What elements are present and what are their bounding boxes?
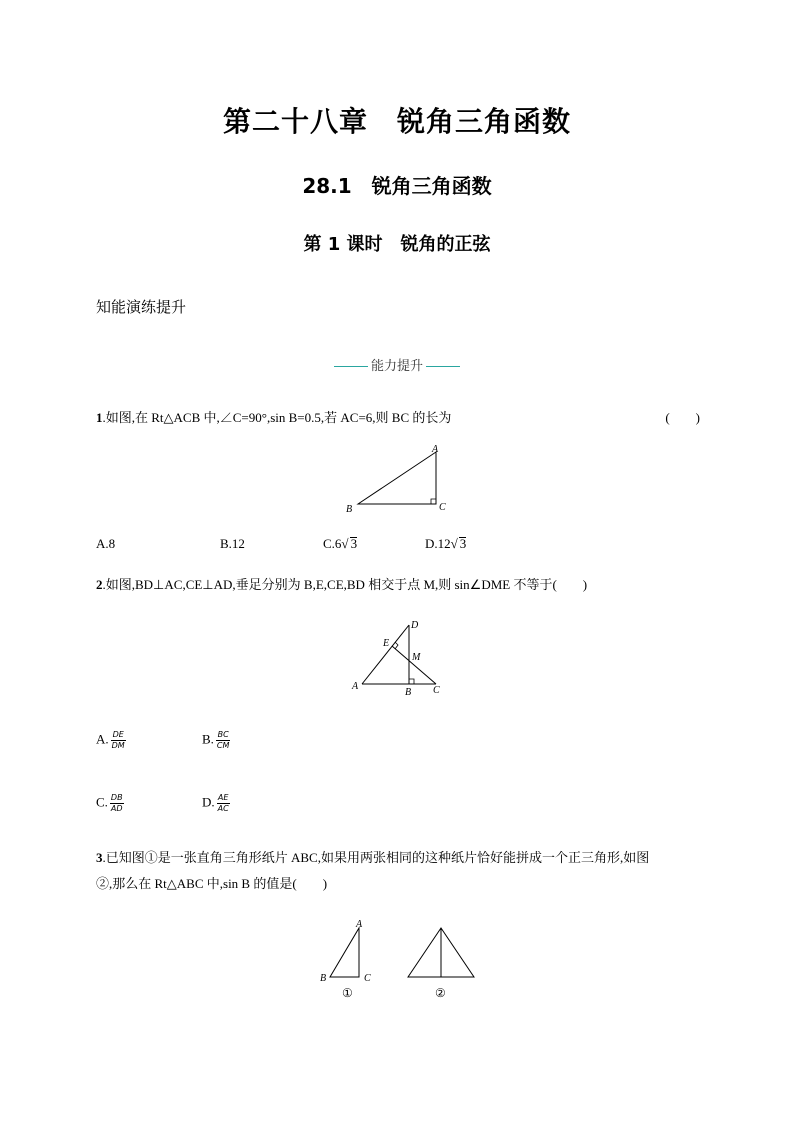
question-number: 2 (96, 577, 103, 592)
divider-label: 能力提升 (370, 359, 423, 374)
label-A: A (356, 919, 363, 930)
q1-option-a[interactable]: A.8 (96, 536, 116, 551)
label-E: E (383, 638, 390, 649)
question-text: .如图,BD⊥AC,CE⊥AD,垂足分别为 B,E,CE,BD 相交于点 M,则 sin∠DME 不等于 (102, 577, 553, 592)
chapter-title: 第二十八章 锐角三角函数 (222, 105, 571, 138)
question-1 (96, 405, 700, 431)
label-B: B (346, 504, 353, 515)
question-line-2 (96, 871, 700, 897)
label-C: C (439, 502, 446, 513)
divider (0, 355, 794, 374)
answer-paren: ( ) (292, 876, 328, 891)
label-C: C (364, 973, 371, 984)
label-A: A (352, 681, 359, 692)
section-label: 知能演练提升 (96, 298, 187, 316)
answer-paren: ( ) (665, 410, 700, 425)
answer-paren: ( ) (552, 577, 588, 592)
figure-q2-triangles (345, 615, 450, 700)
figure-2-label: ② (435, 986, 446, 1000)
question-3 (96, 845, 700, 897)
divider-line-left (334, 366, 368, 367)
label-C: C (433, 685, 440, 696)
q1-option-c[interactable]: C.6√ 3 (323, 536, 358, 551)
question-text: .已知图①是一张直角三角形纸片 ABC,如果用两张相同的这种纸片恰好能拼成一个正三角形,如图 (102, 850, 650, 865)
section-title: 28.1 锐角三角函数 (302, 174, 492, 198)
q2-option-d[interactable]: D. $\frac{AE}{AC}$ (202, 793, 229, 813)
sqrt-sign: √ (450, 536, 458, 551)
question-line-1 (96, 845, 700, 871)
figure-1-label: ① (342, 986, 353, 1000)
question-2 (96, 572, 700, 598)
question-text-2: ②,那么在 Rt△ABC 中,sin B 的值是 (96, 876, 293, 891)
figure-q1-triangle (340, 440, 460, 520)
label-B: B (405, 687, 412, 698)
q1-option-b[interactable]: B.12 (220, 536, 245, 551)
question-text: .如图,在 Rt△ACB 中,∠C=90°,sin B=0.5,若 AC=6,则 BC 的长为 (102, 410, 452, 425)
q2-option-a[interactable]: A. $\frac{DE}{DM}$ (96, 730, 125, 750)
q2-option-b[interactable]: B. $\frac{BC}{CM}$ (202, 730, 230, 750)
label-D: D (411, 620, 419, 631)
sqrt-sign: √ (341, 536, 349, 551)
figure-q3 (315, 915, 480, 1005)
question-number: 1 (96, 410, 103, 425)
q2-option-c[interactable]: C. $\frac{DB}{AD}$ (96, 793, 123, 813)
q1-option-d[interactable]: D.12√ 3 (425, 536, 467, 551)
divider-line-right (426, 366, 460, 367)
label-B: B (320, 973, 327, 984)
label-M: M (412, 652, 421, 663)
label-A: A (432, 444, 439, 455)
lesson-title: 第 1 课时 锐角的正弦 (303, 234, 491, 255)
question-number: 3 (96, 850, 103, 865)
